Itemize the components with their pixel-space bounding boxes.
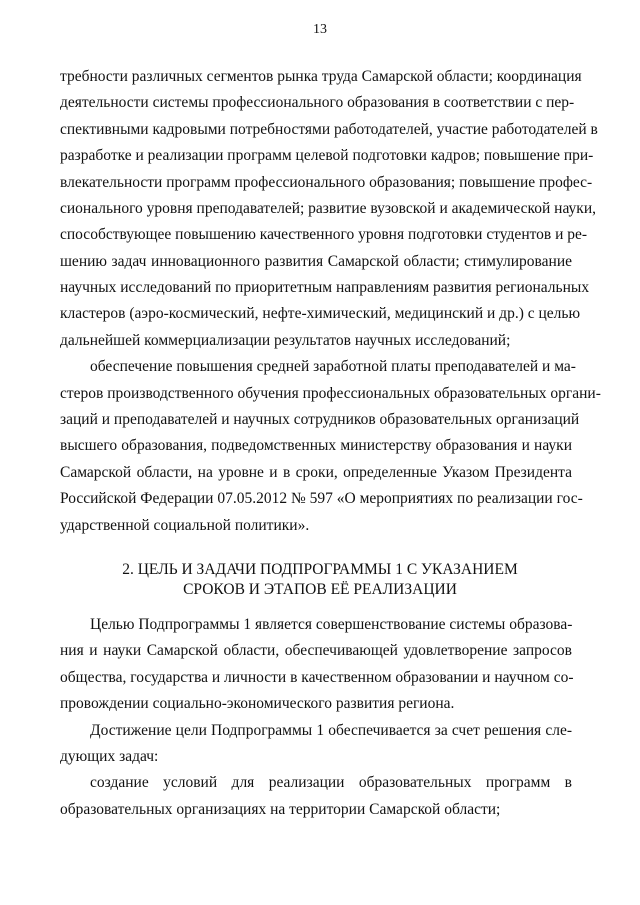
text-line: ния и науки Самарской области, обеспечивающей удовлетворение запросов bbox=[60, 642, 572, 659]
text-line: требности различных сегментов рынка труда Самарской области; координация bbox=[60, 68, 582, 85]
text-line: стеров производственного обучения профессиональных образовательных органи- bbox=[60, 385, 601, 402]
text-line: деятельности системы профессионального образования в соответствии с пер- bbox=[60, 94, 575, 111]
text-line: заций и преподавателей и научных сотрудников образовательных организаций bbox=[60, 411, 580, 428]
text-line: обеспечение повышения средней заработной платы преподавателей и ма- bbox=[90, 358, 576, 375]
text-line: способствующее повышению качественного уровня подготовки студентов и ре- bbox=[60, 226, 588, 243]
page-number: 13 bbox=[313, 22, 327, 37]
text-line: Российской Федерации 07.05.2012 № 597 «О мероприятиях по реализации гос- bbox=[60, 490, 583, 507]
text-line: влекательности программ профессионального образования; повышение профес- bbox=[60, 174, 593, 191]
text-line: шению задач инновационного развития Самарской области; стимулирование bbox=[60, 253, 572, 270]
text-line: сионального уровня преподавателей; развитие вузовской и академической науки, bbox=[60, 200, 596, 217]
heading-line: СРОКОВ И ЭТАПОВ ЕЁ РЕАЛИЗАЦИИ bbox=[183, 581, 457, 598]
text-line: высшего образования, подведомственных министерству образования и науки bbox=[60, 437, 572, 454]
text-line: провождении социально-экономического развития региона. bbox=[60, 695, 455, 712]
text-line: научных исследований по приоритетным направлениям развития региональных bbox=[60, 279, 590, 296]
text-line: ударственной социальной политики». bbox=[60, 517, 310, 534]
text-line: Достижение цели Подпрограммы 1 обеспечивается за счет решения сле- bbox=[90, 722, 572, 739]
text-line: образовательных организациях на территории Самарской области; bbox=[60, 801, 501, 818]
text-line: общества, государства и личности в качественном образовании и научном со- bbox=[60, 669, 574, 686]
text-line: создание условий для реализации образовательных программ в bbox=[90, 774, 572, 791]
text-line: дующих задач: bbox=[60, 748, 159, 765]
text-line: Самарской области, на уровне и в сроки, определенные Указом Президента bbox=[60, 464, 572, 481]
text-line: разработке и реализации программ целевой подготовки кадров; повышение при- bbox=[60, 147, 594, 164]
text-line: Целью Подпрограммы 1 является совершенствование системы образова- bbox=[90, 616, 573, 633]
heading-line: 2. ЦЕЛЬ И ЗАДАЧИ ПОДПРОГРАММЫ 1 С УКАЗАНИЕМ bbox=[122, 561, 518, 578]
text-line: кластеров (аэро-космический, нефте-химический, медицинский и др.) с целью bbox=[60, 305, 581, 322]
text-line: дальнейшей коммерциализации результатов научных исследований; bbox=[60, 332, 511, 349]
text-line: спективными кадровыми потребностями работодателей, участие работодателей в bbox=[60, 121, 598, 138]
